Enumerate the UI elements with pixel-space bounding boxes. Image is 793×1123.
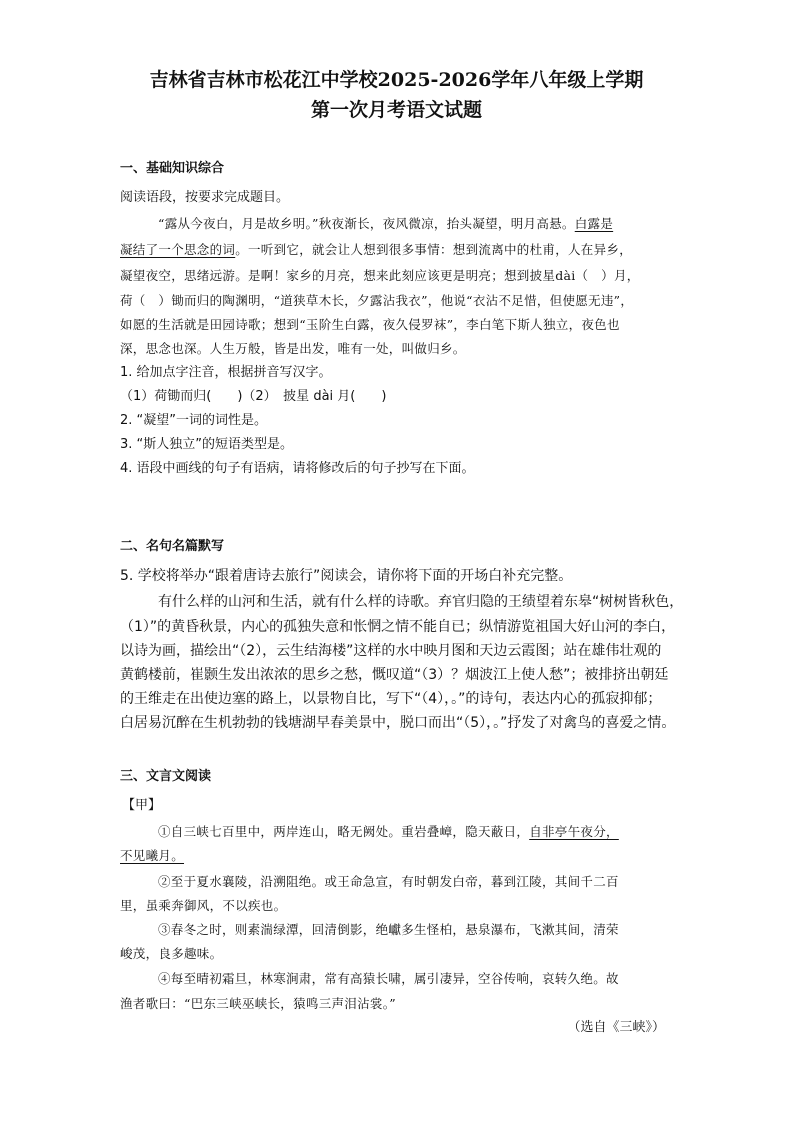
page-subtitle: 第一次月考语文试题 (310, 99, 482, 121)
poem-para-line-6: 白居易沉醉在生机勃勃的钱塘湖早春美景中，脱口而出“（5），。”抒发了对禽鸟的喜爱之情。 (120, 715, 676, 731)
passage-line-4: 荷（ ）锄而归的陶渊明，“道狭草木长，夕露沾我衣”，他说“衣沾不足惜，但使愿无违”， (120, 293, 634, 308)
section1-heading: 一、基础知识综合 (120, 161, 225, 176)
passage-line-1: “露从今夜白，月是故乡明。”秋夜渐长，夜风微凉，抬头凝望，明月高悬。白露是 (158, 216, 614, 231)
passage-line-2: 凝结了一个思念的词。一听到它，就会让人想到很多事情：想到流离中的杜甫，人在异乡， (120, 242, 633, 257)
section3-heading: 三、文言文阅读 (120, 769, 212, 784)
passage-source: （选自《三峡》） (567, 1020, 665, 1035)
classical-p1-line-1: ①自三峡七百里中，两岸连山，略无阙处。重岩叠嶂，隐天蔽日，自非亭午夜分， (158, 824, 619, 839)
classical-p2-line-1: ②至于夏水襄陵，沿溯阻绝。或王命急宣，有时朝发白帝，暮到江陵，其间千二百 (158, 874, 619, 889)
page-title: 吉林省吉林市松花江中学校2025-2026学年八年级上学期 (149, 69, 644, 91)
poem-para-line-3: 以诗为画，描绘出“（2），云生结海楼”这样的水中映月图和天边云霞图；站在雄伟壮观的 (120, 643, 662, 659)
question-4: 4. 语段中画线的句子有语病，请将修改后的句子抄写在下面。 (120, 461, 475, 476)
question-1-sub: （1）荷锄而归( )（2） 披星 dài 月( ) (120, 389, 387, 404)
passage-label: 【甲】 (122, 798, 162, 813)
classical-p2-line-2: 里，虽乘奔御风，不以疾也。 (120, 898, 287, 913)
passage-line-5: 如愿的生活就是田园诗歌；想到“玉阶生白露，夜久侵罗袜”，李白笔下斯人独立，夜色也 (120, 317, 620, 332)
section1-intro: 阅读语段，按要求完成题目。 (120, 190, 290, 205)
section2-heading: 二、名句名篇默写 (120, 539, 225, 554)
underlined-classical-cont: 不见曦月。 (120, 848, 185, 863)
passage-line-3: 凝望夜空，思绪远游。是啊！家乡的月亮，想来此刻应该更是明亮；想到披星dài（ ）月， (120, 268, 640, 283)
question-3: 3. “斯人独立”的短语类型是。 (120, 437, 294, 452)
underlined-sentence: 白露是 (574, 216, 614, 231)
classical-p4-line-1: ④每至晴初霜旦，林寒涧肃，常有高猿长啸，属引凄异，空谷传响，哀转久绝。故 (158, 971, 619, 986)
underlined-sentence-cont: 凝结了一个思念的词 (120, 242, 236, 257)
poem-para-line-2: （1）”的黄昏秋景，内心的孤独失意和怅惘之情不能自已；纵情游览祖国大好山河的李白， (120, 619, 676, 635)
question-2: 2. “凝望”一词的词性是。 (120, 413, 268, 428)
classical-p4-line-2: 渔者歌曰：“巴东三峡巫峡长，猿鸣三声泪沾裳。” (120, 996, 396, 1011)
classical-p1-line-2 (120, 846, 184, 866)
passage-line-6: 深，思念也深。人生万般，皆是出发，唯有一处，叫做归乡。 (120, 341, 466, 356)
classical-p3-line-2: 峻茂，良多趣味。 (120, 946, 223, 961)
poem-para-line-4: 黄鹤楼前，崔颢生发出浓浓的思乡之愁，慨叹道“（3）？烟波江上使人愁”；被排挤出朝廷 (120, 667, 669, 683)
question-1: 1. 给加点字注音，根据拼音写汉字。 (120, 365, 332, 380)
underlined-classical: 自非亭午夜分， (529, 824, 619, 839)
classical-p3-line-1: ③春冬之时，则素湍绿潭，回清倒影，绝巘多生怪柏，悬泉瀑布，飞漱其间，清荣 (158, 922, 619, 937)
poem-para-line-1: 有什么样的山河和生活，就有什么样的诗歌。弃官归隐的王绩望着东皋“树树皆秋色， (158, 594, 684, 610)
poem-para-line-5: 的王维走在出使边塞的路上，以景物自比，写下“（4），。”的诗句，表达内心的孤寂抑郁； (120, 691, 662, 707)
question-5: 5. 学校将举办“跟着唐诗去旅行”阅读会，请你将下面的开场白补充完整。 (120, 568, 573, 584)
